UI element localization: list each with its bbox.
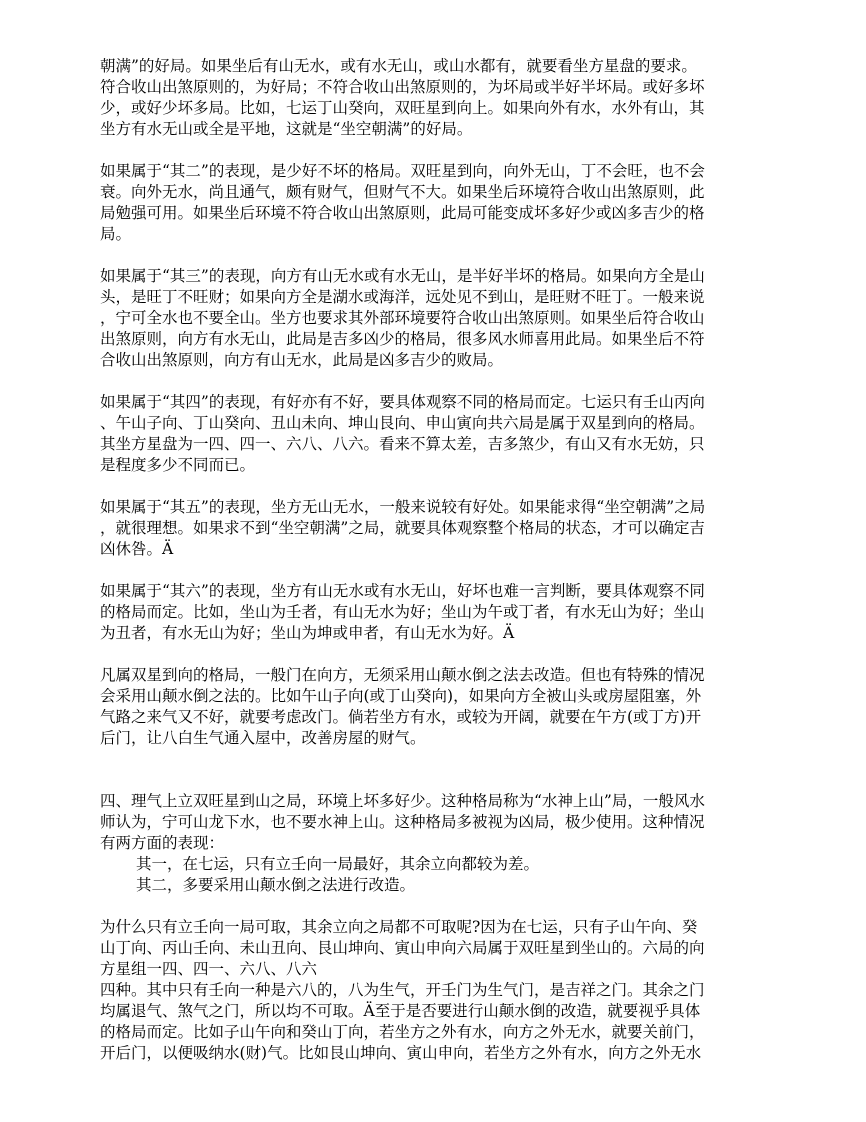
text-line: 如果属于“其六”的表现，坐方有山无水或有水无山，好坏也难一言判断，要具体观察不同	[100, 582, 705, 600]
paragraph-4	[100, 392, 768, 476]
text-line: 符合收山出煞原则的，为好局；不符合收山出煞原则的，为坏局或半好半坏局。或好多坏	[100, 78, 705, 96]
blank-line	[100, 770, 768, 791]
text-line: 其坐方星盘为一四、四一、六八、八六。看来不算太差，吉多煞少，有山又有水无妨，只	[100, 435, 705, 453]
paragraph-6	[100, 581, 768, 644]
text-line: 衰。向外无水，尚且通气，颇有财气，但财气不大。如果坐后环境符合收山出煞原则，此	[100, 183, 705, 201]
list-item: 其二，多要采用山颠水倒之法进行改造。	[136, 876, 416, 894]
paragraph-final	[100, 917, 768, 1064]
text-line: 有两方面的表现：	[100, 834, 225, 852]
text-line: 如果属于“其四”的表现，有好亦有不好，要具体观察不同的格局而定。七运只有壬山丙向	[100, 393, 705, 411]
text-line: 合收山出煞原则，向方有山无水，此局是凶多吉少的败局。	[100, 351, 504, 369]
text-line: 凡属双星到向的格局，一般门在向方，无须采用山颠水倒之法去改造。但也有特殊的情况	[100, 666, 705, 684]
text-line: 如果属于“其五”的表现，坐方无山无水，一般来说较有好处。如果能求得“坐空朝满”之局	[100, 498, 706, 516]
text-line: 为什么只有立壬向一局可取，其余立向之局都不可取呢?因为在七运，只有子山午向、癸	[100, 918, 698, 936]
text-line: 如果属于“其二”的表现，是少好不坏的格局。双旺星到向，向外无山，丁不会旺，也不会	[100, 162, 705, 180]
text-line: 的格局而定。比如，坐山为壬者，有山无水为好；坐山为午或丁者，有水无山为好；坐山	[100, 603, 705, 621]
text-line: 少，或好少坏多局。比如，七运丁山癸向，双旺星到向上。如果向外有水，水外有山，其	[100, 99, 705, 117]
paragraph-7	[100, 665, 768, 749]
text-line: 是程度多少不同而已。	[100, 456, 256, 474]
text-line: 气路之来气又不好，就要考虑改门。倘若坐方有水，或较为开阔，就要在午方(或丁方)开	[100, 708, 702, 726]
text-line: 、午山子向、丁山癸向、丑山未向、坤山艮向、申山寅向共六局是属于双星到向的格局。	[100, 414, 705, 432]
text-line: 后门，让八白生气通入屋中，改善房屋的财气。	[100, 729, 426, 747]
text-line: 如果属于“其三”的表现，向方有山无水或有水无山，是半好半坏的格局。如果向方全是山	[100, 267, 705, 285]
paragraph-2	[100, 161, 768, 245]
text-line: ，宁可全水也不要全山。坐方也要求其外部环境要符合收山出煞原则。如果坐后符合收山	[100, 309, 705, 327]
text-line: 出煞原则，向方有水无山，此局是吉多凶少的格局，很多风水师喜用此局。如果坐后不符	[100, 330, 705, 348]
text-line: 头，是旺丁不旺财；如果向方全是湖水或海洋，远处见不到山，是旺财不旺丁。一般来说	[100, 288, 705, 306]
text-line: 均属退气、煞气之门，所以均不可取。Ä至于是否要进行山颠水倒的改造，就要视乎具体	[100, 1002, 701, 1020]
text-line: 局。	[100, 225, 132, 243]
text-line: 山丁向、丙山壬向、未山丑向、艮山坤向、寅山申向六局属于双旺星到坐山的。六局的向	[100, 939, 705, 957]
text-line: 的格局而定。比如子山午向和癸山丁向，若坐方之外有水，向方之外无水，就要关前门，	[100, 1023, 705, 1041]
list-item: 其一，在七运，只有立壬向一局最好，其余立向都较为差。	[136, 855, 540, 873]
section-four	[100, 791, 768, 896]
text-line: 凶休咎。Ä	[100, 540, 174, 558]
paragraph-3	[100, 266, 768, 371]
paragraph-1	[100, 56, 768, 140]
text-line: 朝满”的好局。如果坐后有山无水，或有水无山，或山水都有，就要看坐方星盘的要求。	[100, 57, 697, 75]
text-line: 四种。其中只有壬向一种是六八的，八为生气，开壬门为生气门，是吉祥之门。其余之门	[100, 981, 705, 999]
text-line: 局勉强可用。如果坐后环境不符合收山出煞原则，此局可能变成坏多好少或凶多吉少的格	[100, 204, 705, 222]
text-line: 方星组一四、四一、六八、八六	[100, 960, 318, 978]
text-line: 师认为，宁可山龙下水，也不要水神上山。这种格局多被视为凶局，极少使用。这种情况	[100, 813, 705, 831]
text-line: 开后门，以便吸纳水(财)气。比如艮山坤向、寅山申向，若坐方之外有水，向方之外无水	[100, 1044, 702, 1062]
section-heading-line: 四、理气上立双旺星到山之局，环境上坏多好少。这种格局称为“水神上山”局，一般风水	[100, 792, 705, 810]
text-line: ，就很理想。如果求不到“坐空朝满”之局，就要具体观察整个格局的状态，才可以确定吉	[100, 519, 705, 537]
text-line: 为丑者，有水无山为好；坐山为坤或申者，有山无水为好。Ä	[100, 624, 515, 642]
paragraph-5	[100, 497, 768, 560]
text-line: 会采用山颠水倒之法的。比如午山子向(或丁山癸向)，如果向方全被山头或房屋阻塞，外	[100, 687, 702, 705]
document-page	[100, 56, 768, 1064]
text-line: 坐方有水无山或全是平地，这就是“坐空朝满”的好局。	[100, 120, 473, 138]
